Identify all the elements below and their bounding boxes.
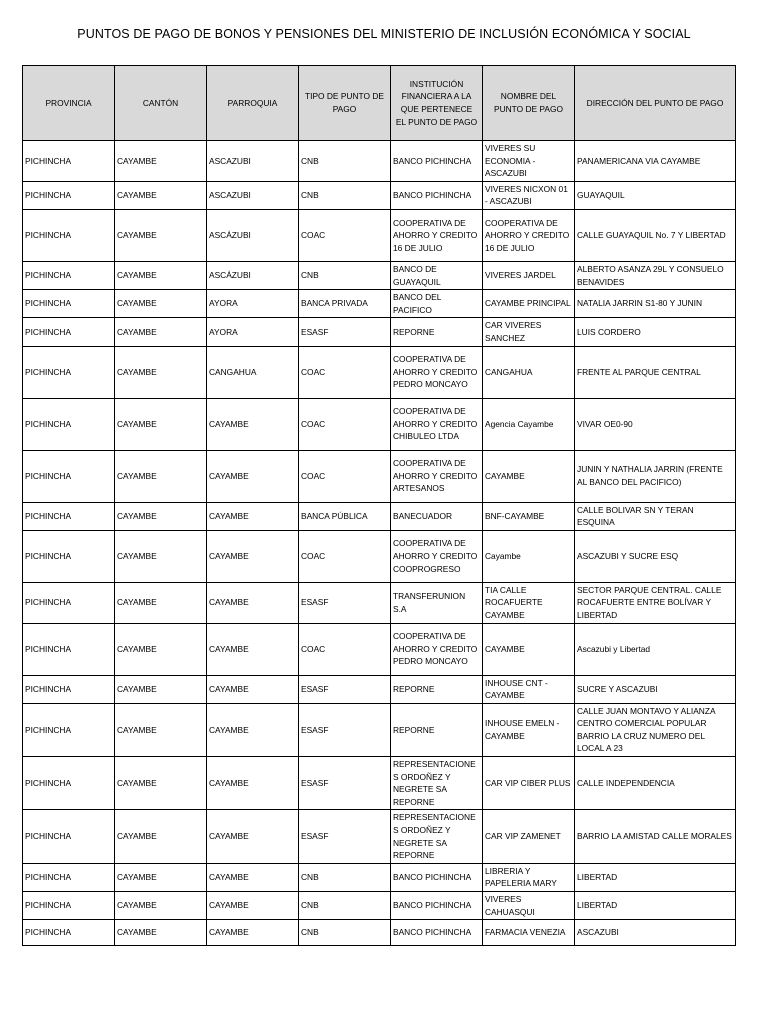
cell-parroquia: CAYAMBE	[207, 892, 299, 920]
cell-institucion-financiera: BANCO DE GUAYAQUIL	[391, 261, 483, 289]
page-title: PUNTOS DE PAGO DE BONOS Y PENSIONES DEL MINISTERIO DE INCLUSIÓN ECONÓMICA Y SOCIAL	[77, 27, 691, 41]
cell-parroquia: CAYAMBE	[207, 675, 299, 703]
cell-direccion-punto-pago: ALBERTO ASANZA 29L Y CONSUELO BENAVIDES	[575, 261, 736, 289]
cell-provincia: PICHINCHA	[23, 863, 115, 891]
cell-institucion-financiera: TRANSFERUNION S.A	[391, 582, 483, 623]
cell-nombre-punto-pago: CAYAMBE	[483, 450, 575, 502]
cell-nombre-punto-pago: CAR VIP ZAMENET	[483, 810, 575, 863]
cell-institucion-financiera: COOPERATIVA DE AHORRO Y CREDITO COOPROGRESO	[391, 530, 483, 582]
cell-canton: CAYAMBE	[115, 209, 207, 261]
table-row	[23, 892, 736, 920]
cell-parroquia: CAYAMBE	[207, 863, 299, 891]
table-row	[23, 703, 736, 756]
cell-parroquia: CAYAMBE	[207, 398, 299, 450]
cell-canton: CAYAMBE	[115, 450, 207, 502]
cell-provincia: PICHINCHA	[23, 920, 115, 946]
cell-tipo-punto-pago: ESASF	[299, 810, 391, 863]
cell-provincia: PICHINCHA	[23, 261, 115, 289]
cell-provincia: PICHINCHA	[23, 623, 115, 675]
cell-canton: CAYAMBE	[115, 318, 207, 346]
table-row	[23, 181, 736, 209]
table-row	[23, 141, 736, 182]
cell-nombre-punto-pago: INHOUSE EMELN - CAYAMBE	[483, 703, 575, 756]
cell-nombre-punto-pago: CANGAHUA	[483, 346, 575, 398]
cell-canton: CAYAMBE	[115, 703, 207, 756]
cell-institucion-financiera: COOPERATIVA DE AHORRO Y CREDITO ARTESANOS	[391, 450, 483, 502]
cell-institucion-financiera: BANCO DEL PACIFICO	[391, 290, 483, 318]
cell-tipo-punto-pago: ESASF	[299, 318, 391, 346]
cell-canton: CAYAMBE	[115, 290, 207, 318]
cell-direccion-punto-pago: SUCRE Y ASCAZUBI	[575, 675, 736, 703]
cell-nombre-punto-pago: Agencia Cayambe	[483, 398, 575, 450]
cell-canton: CAYAMBE	[115, 623, 207, 675]
cell-canton: CAYAMBE	[115, 530, 207, 582]
column-header-institucion-financiera: INSTITUCIÓN FINANCIERA A LA QUE PERTENECE EL PUNTO DE PAGO	[391, 66, 483, 141]
cell-direccion-punto-pago: CALLE GUAYAQUIL No. 7 Y LIBERTAD	[575, 209, 736, 261]
table-row	[23, 582, 736, 623]
cell-direccion-punto-pago: GUAYAQUIL	[575, 181, 736, 209]
cell-direccion-punto-pago: CALLE BOLIVAR SN Y TERAN ESQUINA	[575, 502, 736, 530]
table-row	[23, 209, 736, 261]
cell-tipo-punto-pago: COAC	[299, 530, 391, 582]
cell-direccion-punto-pago: FRENTE AL PARQUE CENTRAL	[575, 346, 736, 398]
cell-tipo-punto-pago: CNB	[299, 920, 391, 946]
cell-direccion-punto-pago: SECTOR PARQUE CENTRAL. CALLE ROCAFUERTE ENTRE BOLÍVAR Y LIBERTAD	[575, 582, 736, 623]
table-row	[23, 810, 736, 863]
cell-institucion-financiera: COOPERATIVA DE AHORRO Y CREDITO 16 DE JULIO	[391, 209, 483, 261]
cell-tipo-punto-pago: COAC	[299, 398, 391, 450]
cell-direccion-punto-pago: PANAMERICANA VIA CAYAMBE	[575, 141, 736, 182]
cell-tipo-punto-pago: COAC	[299, 209, 391, 261]
cell-canton: CAYAMBE	[115, 502, 207, 530]
cell-parroquia: CAYAMBE	[207, 450, 299, 502]
cell-direccion-punto-pago: ASCAZUBI	[575, 920, 736, 946]
cell-nombre-punto-pago: LIBRERIA Y PAPELERIA MARY	[483, 863, 575, 891]
cell-tipo-punto-pago: COAC	[299, 623, 391, 675]
cell-direccion-punto-pago: LUIS CORDERO	[575, 318, 736, 346]
cell-institucion-financiera: REPORNE	[391, 318, 483, 346]
cell-provincia: PICHINCHA	[23, 209, 115, 261]
cell-canton: CAYAMBE	[115, 346, 207, 398]
cell-institucion-financiera: BANCO PICHINCHA	[391, 892, 483, 920]
cell-provincia: PICHINCHA	[23, 675, 115, 703]
cell-institucion-financiera: REPRESENTACIONES ORDOÑEZ Y NEGRETE SA REPORNE	[391, 810, 483, 863]
cell-parroquia: CAYAMBE	[207, 920, 299, 946]
cell-direccion-punto-pago: CALLE JUAN MONTAVO Y ALIANZA CENTRO COMERCIAL POPULAR BARRIO LA CRUZ NUMERO DEL LOCAL A 23	[575, 703, 736, 756]
table-row	[23, 502, 736, 530]
cell-parroquia: AYORA	[207, 290, 299, 318]
table-row	[23, 863, 736, 891]
cell-tipo-punto-pago: CNB	[299, 261, 391, 289]
cell-parroquia: CAYAMBE	[207, 703, 299, 756]
cell-parroquia: CAYAMBE	[207, 582, 299, 623]
cell-canton: CAYAMBE	[115, 261, 207, 289]
cell-provincia: PICHINCHA	[23, 450, 115, 502]
cell-institucion-financiera: BANECUADOR	[391, 502, 483, 530]
cell-parroquia: AYORA	[207, 318, 299, 346]
cell-provincia: PICHINCHA	[23, 398, 115, 450]
cell-tipo-punto-pago: COAC	[299, 346, 391, 398]
cell-provincia: PICHINCHA	[23, 892, 115, 920]
cell-canton: CAYAMBE	[115, 757, 207, 810]
cell-provincia: PICHINCHA	[23, 181, 115, 209]
table-row	[23, 757, 736, 810]
cell-institucion-financiera: BANCO PICHINCHA	[391, 141, 483, 182]
cell-institucion-financiera: REPORNE	[391, 703, 483, 756]
cell-provincia: PICHINCHA	[23, 346, 115, 398]
cell-tipo-punto-pago: ESASF	[299, 582, 391, 623]
cell-provincia: PICHINCHA	[23, 530, 115, 582]
cell-institucion-financiera: COOPERATIVA DE AHORRO Y CREDITO PEDRO MONCAYO	[391, 346, 483, 398]
table-row	[23, 450, 736, 502]
cell-canton: CAYAMBE	[115, 181, 207, 209]
payment-points-table	[22, 65, 736, 946]
column-header-tipo-punto-pago: TIPO DE PUNTO DE PAGO	[299, 66, 391, 141]
table-row	[23, 530, 736, 582]
column-header-nombre-punto-pago: NOMBRE DEL PUNTO DE PAGO	[483, 66, 575, 141]
cell-parroquia: CAYAMBE	[207, 502, 299, 530]
cell-tipo-punto-pago: BANCA PRIVADA	[299, 290, 391, 318]
cell-nombre-punto-pago: CAR VIP CIBER PLUS	[483, 757, 575, 810]
cell-parroquia: ASCAZUBI	[207, 141, 299, 182]
cell-nombre-punto-pago: Cayambe	[483, 530, 575, 582]
table-row	[23, 675, 736, 703]
column-header-canton: CANTÓN	[115, 66, 207, 141]
cell-direccion-punto-pago: NATALIA JARRIN S1-80 Y JUNIN	[575, 290, 736, 318]
cell-institucion-financiera: COOPERATIVA DE AHORRO Y CREDITO CHIBULEO LTDA	[391, 398, 483, 450]
cell-nombre-punto-pago: VIVERES JARDEL	[483, 261, 575, 289]
cell-provincia: PICHINCHA	[23, 502, 115, 530]
cell-direccion-punto-pago: LIBERTAD	[575, 892, 736, 920]
table-body	[23, 141, 736, 946]
cell-direccion-punto-pago: CALLE INDEPENDENCIA	[575, 757, 736, 810]
cell-institucion-financiera: REPRESENTACIONES ORDOÑEZ Y NEGRETE SA REPORNE	[391, 757, 483, 810]
cell-canton: CAYAMBE	[115, 863, 207, 891]
cell-direccion-punto-pago: JUNIN Y NATHALIA JARRIN (FRENTE AL BANCO DEL PACIFICO)	[575, 450, 736, 502]
cell-tipo-punto-pago: CNB	[299, 181, 391, 209]
cell-canton: CAYAMBE	[115, 810, 207, 863]
column-header-parroquia: PARROQUIA	[207, 66, 299, 141]
cell-parroquia: CAYAMBE	[207, 623, 299, 675]
cell-tipo-punto-pago: ESASF	[299, 757, 391, 810]
table-row	[23, 346, 736, 398]
cell-nombre-punto-pago: CAYAMBE PRINCIPAL	[483, 290, 575, 318]
cell-provincia: PICHINCHA	[23, 318, 115, 346]
cell-tipo-punto-pago: ESASF	[299, 703, 391, 756]
table-row	[23, 318, 736, 346]
cell-institucion-financiera: COOPERATIVA DE AHORRO Y CREDITO PEDRO MONCAYO	[391, 623, 483, 675]
cell-canton: CAYAMBE	[115, 892, 207, 920]
cell-canton: CAYAMBE	[115, 398, 207, 450]
cell-nombre-punto-pago: VIVERES NICXON 01 - ASCAZUBI	[483, 181, 575, 209]
cell-direccion-punto-pago: LIBERTAD	[575, 863, 736, 891]
cell-canton: CAYAMBE	[115, 141, 207, 182]
cell-institucion-financiera: BANCO PICHINCHA	[391, 181, 483, 209]
cell-nombre-punto-pago: VIVERES CAHUASQUI	[483, 892, 575, 920]
cell-provincia: PICHINCHA	[23, 810, 115, 863]
cell-parroquia: ASCÁZUBI	[207, 209, 299, 261]
cell-tipo-punto-pago: CNB	[299, 141, 391, 182]
cell-canton: CAYAMBE	[115, 920, 207, 946]
table-header-row	[23, 66, 736, 141]
cell-nombre-punto-pago: VIVERES SU ECONOMIA - ASCAZUBI	[483, 141, 575, 182]
table-row	[23, 623, 736, 675]
table-row	[23, 261, 736, 289]
cell-parroquia: CANGAHUA	[207, 346, 299, 398]
cell-provincia: PICHINCHA	[23, 290, 115, 318]
cell-institucion-financiera: BANCO PICHINCHA	[391, 863, 483, 891]
cell-provincia: PICHINCHA	[23, 703, 115, 756]
cell-canton: CAYAMBE	[115, 675, 207, 703]
cell-tipo-punto-pago: COAC	[299, 450, 391, 502]
cell-institucion-financiera: REPORNE	[391, 675, 483, 703]
cell-tipo-punto-pago: CNB	[299, 892, 391, 920]
cell-nombre-punto-pago: FARMACIA VENEZIA	[483, 920, 575, 946]
cell-nombre-punto-pago: INHOUSE CNT - CAYAMBE	[483, 675, 575, 703]
cell-direccion-punto-pago: BARRIO LA AMISTAD CALLE MORALES	[575, 810, 736, 863]
cell-parroquia: ASCÁZUBI	[207, 261, 299, 289]
column-header-direccion-punto-pago: DIRECCIÓN DEL PUNTO DE PAGO	[575, 66, 736, 141]
cell-nombre-punto-pago: TIA CALLE ROCAFUERTE CAYAMBE	[483, 582, 575, 623]
cell-provincia: PICHINCHA	[23, 757, 115, 810]
cell-tipo-punto-pago: CNB	[299, 863, 391, 891]
table-row	[23, 398, 736, 450]
table-row	[23, 290, 736, 318]
table-row	[23, 920, 736, 946]
cell-direccion-punto-pago: Ascazubi y Libertad	[575, 623, 736, 675]
cell-nombre-punto-pago: CAR VIVERES SANCHEZ	[483, 318, 575, 346]
cell-parroquia: CAYAMBE	[207, 810, 299, 863]
cell-nombre-punto-pago: COOPERATIVA DE AHORRO Y CREDITO 16 DE JULIO	[483, 209, 575, 261]
cell-parroquia: ASCAZUBI	[207, 181, 299, 209]
cell-parroquia: CAYAMBE	[207, 530, 299, 582]
cell-nombre-punto-pago: BNF-CAYAMBE	[483, 502, 575, 530]
cell-nombre-punto-pago: CAYAMBE	[483, 623, 575, 675]
cell-tipo-punto-pago: BANCA PÚBLICA	[299, 502, 391, 530]
cell-institucion-financiera: BANCO PICHINCHA	[391, 920, 483, 946]
cell-provincia: PICHINCHA	[23, 141, 115, 182]
cell-direccion-punto-pago: VIVAR OE0-90	[575, 398, 736, 450]
cell-tipo-punto-pago: ESASF	[299, 675, 391, 703]
column-header-provincia: PROVINCIA	[23, 66, 115, 141]
cell-canton: CAYAMBE	[115, 582, 207, 623]
cell-direccion-punto-pago: ASCAZUBI Y SUCRE ESQ	[575, 530, 736, 582]
cell-parroquia: CAYAMBE	[207, 757, 299, 810]
cell-provincia: PICHINCHA	[23, 582, 115, 623]
